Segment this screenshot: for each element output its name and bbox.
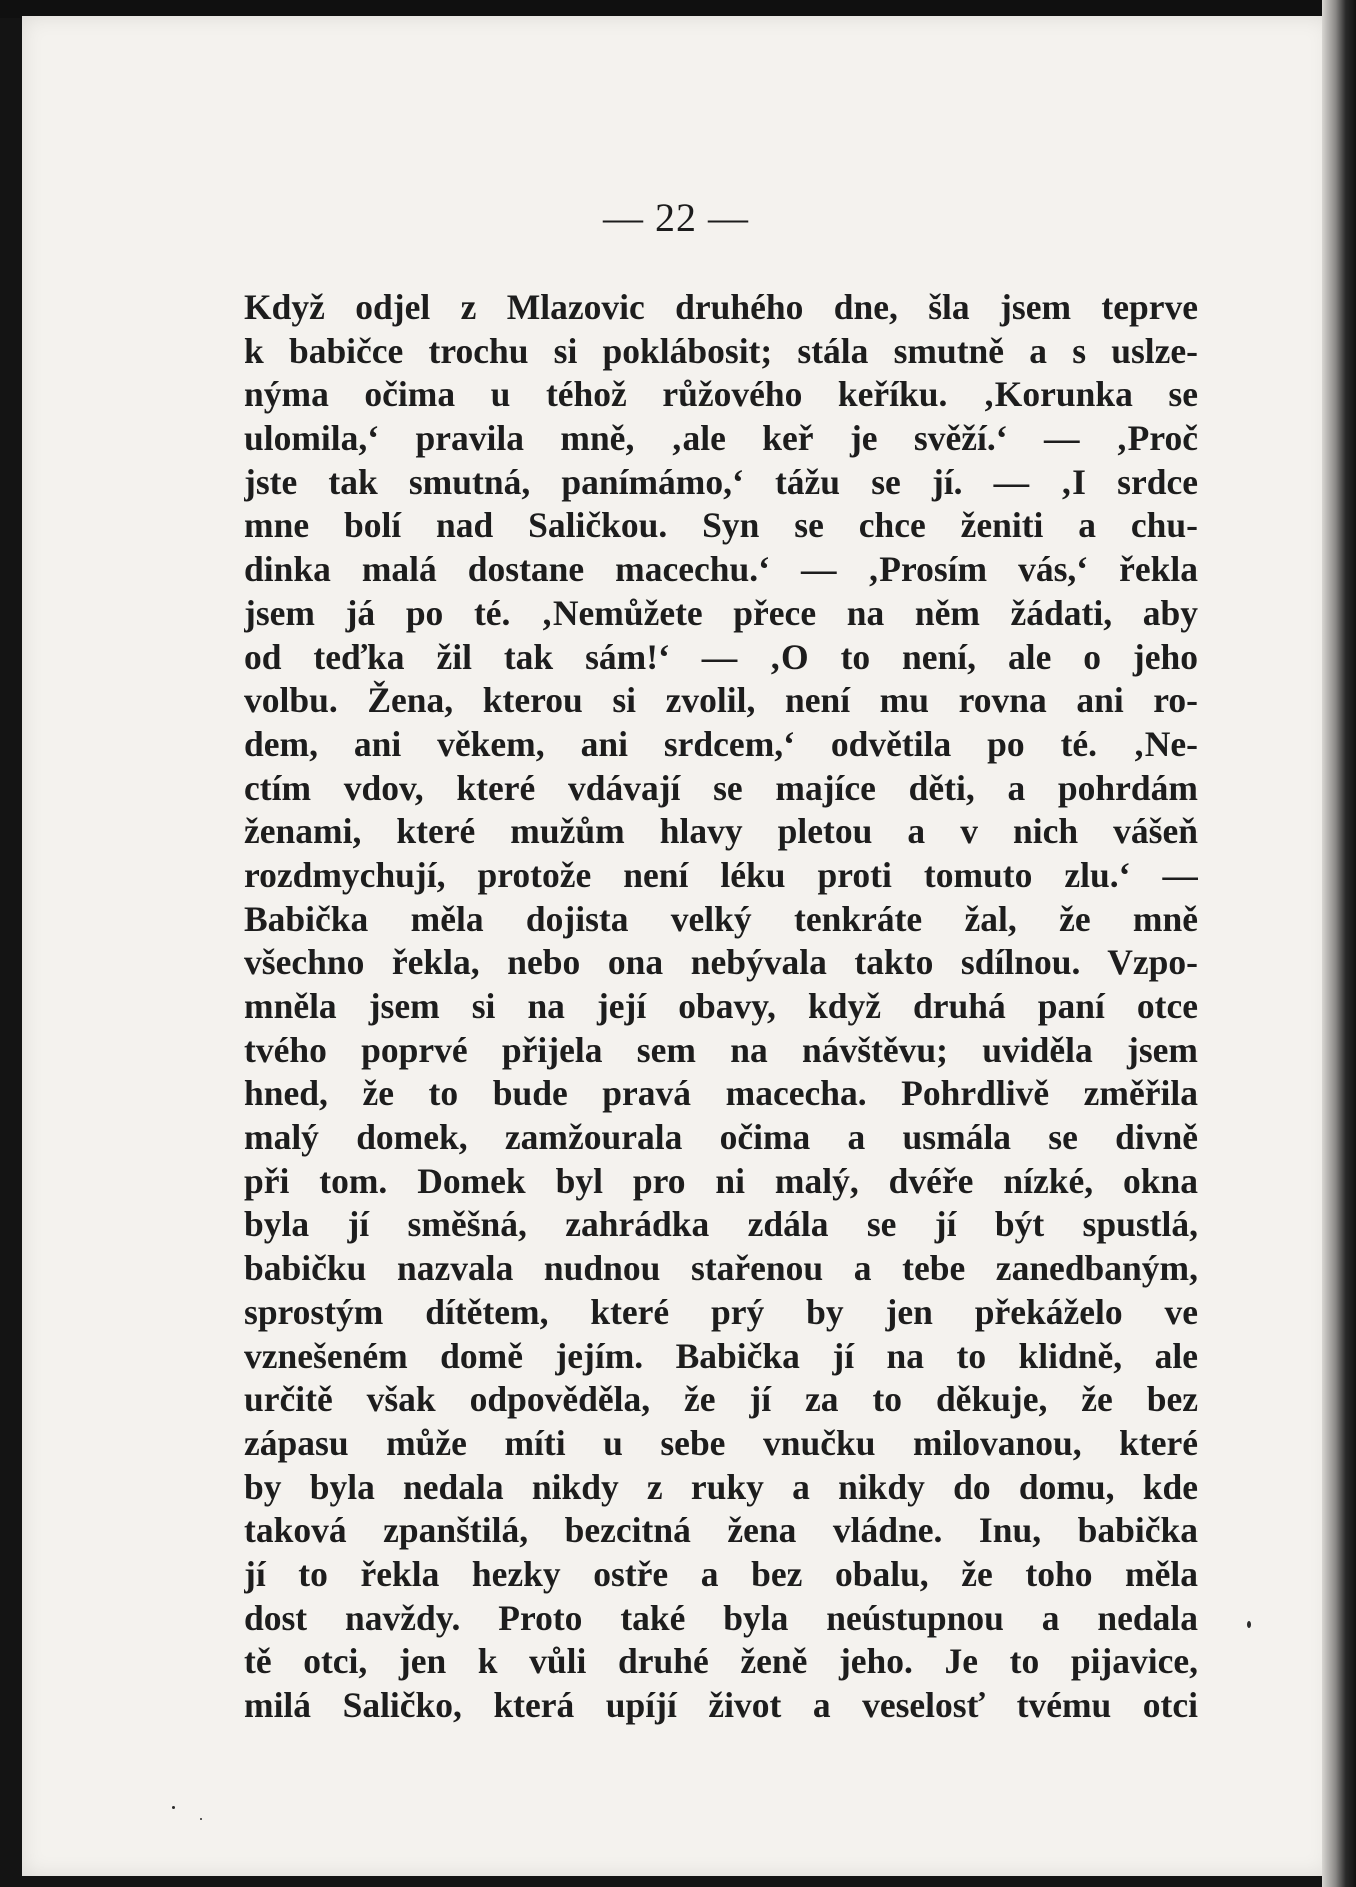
scan-speck [172, 1806, 175, 1809]
text-line: by byla nedala nikdy z ruky a nikdy do domu, kde [244, 1466, 1198, 1507]
text-line: určitě však odpověděla, že jí za to děkuje, že bez [244, 1379, 1198, 1420]
text-line: tě otci, jen k vůli druhé ženě jeho. Je to pijavice, [244, 1641, 1198, 1682]
text-line: jsem já po té. ‚Nemůžete přece na něm žádati, aby [244, 592, 1198, 633]
text-line: ženami, které mužům hlavy pletou a v nich vášeň [244, 811, 1198, 852]
text-line: mněla jsem si na její obavy, když druhá paní otce [244, 986, 1198, 1026]
text-line: babičku nazvala nudnou stařenou a tebe zanedbaným, [244, 1248, 1198, 1289]
text-line: hned, že to bude pravá macecha. Pohrdlivě změřila [244, 1073, 1198, 1114]
text-line: dem, ani věkem, ani srdcem,‘ odvětila po té. ‚Ne- [244, 723, 1198, 764]
text-line: Babička měla dojista velký tenkráte žal, že mně [244, 898, 1198, 939]
book-page [22, 16, 1330, 1876]
text-line: sprostým dítětem, které prý by jen překáželo ve [244, 1291, 1198, 1332]
text-line: taková zpanštilá, bezcitná žena vládne. Inu, babička [244, 1510, 1198, 1551]
text-line: vznešeném domě jejím. Babička jí na to klidně, ale [244, 1335, 1198, 1376]
text-line: zápasu může míti u sebe vnučku milovanou, které [244, 1422, 1198, 1463]
text-line: jí to řekla hezky ostře a bez obalu, že toho měla [244, 1553, 1198, 1594]
text-line: milá Saličko, která upíjí život a veselosť tvému otci [244, 1685, 1198, 1725]
scan-speck [1247, 1621, 1251, 1628]
text-line: od teďka žil tak sám!‘ — ‚O to není, ale o jeho [244, 636, 1198, 677]
text-line: dinka malá dostane macechu.‘ — ‚Prosím vás,‘ řekla [244, 549, 1198, 590]
text-line: ulomila,‘ pravila mně, ‚ale keř je svěží.‘ — ‚Proč [244, 418, 1198, 459]
text-line: nýma očima u téhož růžového keříku. ‚Korunka se [244, 374, 1198, 415]
text-line: mne bolí nad Saličkou. Syn se chce ženiti a chu- [244, 505, 1198, 546]
text-line: volbu. Žena, kterou si zvolil, není mu rovna ani ro- [244, 680, 1198, 721]
text-line: tvého poprvé přijela sem na návštěvu; uviděla jsem [244, 1029, 1198, 1070]
text-line: dost navždy. Proto také byla neústupnou a nedala [244, 1597, 1198, 1638]
scan-speck [200, 1818, 202, 1820]
text-line: ctím vdov, které vdávají se majíce děti, a pohrdám [244, 767, 1198, 808]
page-number: — 22 — [603, 195, 749, 240]
text-line: při tom. Domek byl pro ni malý, dvéře nízké, okna [244, 1160, 1198, 1201]
text-line: k babičce trochu si poklábosit; stála smutně a s uslze- [244, 330, 1198, 371]
body-text [244, 286, 1198, 1728]
text-line: byla jí směšná, zahrádka zdála se jí být spustlá, [244, 1204, 1198, 1245]
page-edge-shadow [1322, 0, 1356, 1887]
text-line: malý domek, zamžourala očima a usmála se divně [244, 1117, 1198, 1158]
text-line: všechno řekla, nebo ona nebývala takto sdílnou. Vzpo- [244, 942, 1198, 983]
text-line: jste tak smutná, panímámo,‘ tážu se jí. — ‚I srdce [244, 461, 1198, 502]
text-line: rozdmychují, protože není léku proti tomuto zlu.‘ — [244, 854, 1198, 895]
text-line: Když odjel z Mlazovic druhého dne, šla jsem teprve [244, 287, 1198, 327]
